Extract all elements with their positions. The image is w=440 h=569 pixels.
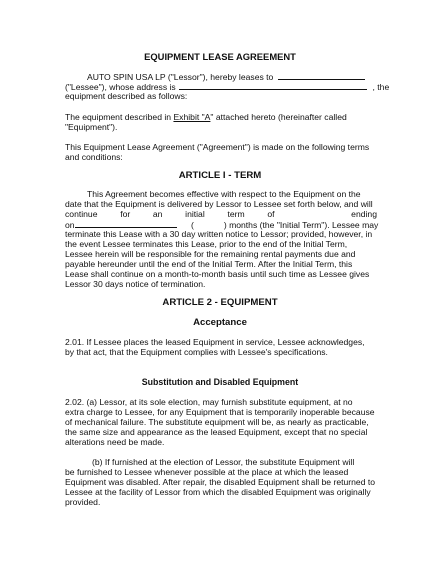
months-field[interactable]	[194, 220, 224, 228]
article-1-line-8: payable hereunder until the end of the Initial Term. After the Initial Term, this	[65, 259, 353, 269]
article-1-line-10: Lessor 30 days notice of termination.	[65, 279, 206, 289]
word-ending: ending	[351, 209, 377, 219]
word-term: term	[227, 209, 245, 219]
article-1-heading: ARTICLE I - TERM	[178, 170, 262, 181]
exhibit-text-c: " attached hereto (hereinafter called	[210, 112, 347, 122]
clause-2-02b-line-3: Equipment was disabled. After repair, the disabled Equipment shall be returned to	[65, 477, 376, 487]
article-2-heading: ARTICLE 2 - EQUIPMENT	[162, 297, 278, 308]
word-an: an	[152, 209, 163, 219]
article-1-line-1: This Agreement becomes effective with respect to the Equipment on the	[87, 189, 361, 199]
exhibit-line-2: "Equipment").	[65, 122, 118, 132]
made-line-1: This Equipment Lease Agreement ("Agreement") is made on the following terms	[65, 142, 370, 152]
exhibit-line-1	[65, 112, 347, 123]
article-1-line-5: terminate this Lease with a 30 day written notice to Lessor; provided, however, in	[65, 229, 373, 239]
exhibit-text-a: The equipment described in	[65, 112, 174, 122]
article-1-line-7: Lessee herein will be responsible for the remaining rental payments due and	[65, 249, 356, 259]
made-line-2: and conditions:	[65, 152, 123, 162]
clause-2-02-line-4: the same size and appearance as the leased Equipment, except that no special	[65, 427, 368, 437]
clause-2-02-line-2: extra charge to Lessee, for any Equipment that is temporarily inoperable because	[65, 407, 375, 417]
word-continue: continue	[65, 209, 98, 219]
article-1-line-3	[65, 209, 377, 220]
lessee-name-field[interactable]	[278, 71, 365, 80]
lessee-address-field[interactable]	[179, 81, 367, 90]
article-1-line-2: date that the Equipment is delivered by Lessor to Lessee set forth below, and will	[65, 199, 373, 209]
initial-term-text: ) months (the "Initial Term"). Lessee may	[223, 220, 379, 230]
clause-2-02-line-3: of mechanical failure. The substitute equipment will be, as nearly as practicable,	[65, 417, 369, 427]
clause-2-02-line-5: alterations need be made.	[65, 437, 165, 447]
word-initial: initial	[185, 209, 205, 219]
open-paren: (	[190, 220, 194, 230]
intro-lessor-text: AUTO SPIN USA LP ("Lessor"), hereby leases to	[87, 72, 274, 82]
clause-2-02b-line-1: (b) If furnished at the election of Lessor, the substitute Equipment will	[92, 457, 355, 467]
word-of: of	[267, 209, 275, 219]
substitution-heading: Substitution and Disabled Equipment	[141, 377, 299, 387]
clause-2-02b-line-2: be furnished to Lessee whenever possible at the place at which the leased	[65, 467, 349, 477]
intro-line-3: equipment described as follows:	[65, 91, 188, 101]
clause-2-01-line-1: 2.01. If Lessee places the leased Equipment in service, Lessee acknowledges,	[65, 337, 365, 347]
word-on: on	[65, 220, 75, 230]
article-1-line-9: Lease shall continue on a month-to-month basis until such time as Lessee gives	[65, 269, 370, 279]
clause-2-01-line-2: by that act, that the Equipment complies with Lessee's specifications.	[65, 347, 328, 357]
exhibit-a-link: Exhibit "A	[173, 112, 211, 122]
intro-the-text: , the	[372, 82, 390, 92]
end-date-field[interactable]	[75, 219, 177, 228]
clause-2-02b-line-4: Lessee at the facility of Lessor from which the disabled Equipment was originally	[65, 487, 371, 497]
acceptance-heading: Acceptance	[193, 317, 247, 328]
clause-2-02-line-1: 2.02. (a) Lessor, at its sole election, may furnish substitute equipment, at no	[65, 397, 353, 407]
article-1-line-6: the event Lessee terminates this Lease, prior to the end of the Initial Term,	[65, 239, 348, 249]
document-title: EQUIPMENT LEASE AGREEMENT	[144, 51, 296, 62]
intro-address-text: ("Lessee"), whose address is	[65, 82, 176, 92]
word-for: for	[120, 209, 131, 219]
clause-2-02b-line-5: provided.	[65, 497, 101, 507]
